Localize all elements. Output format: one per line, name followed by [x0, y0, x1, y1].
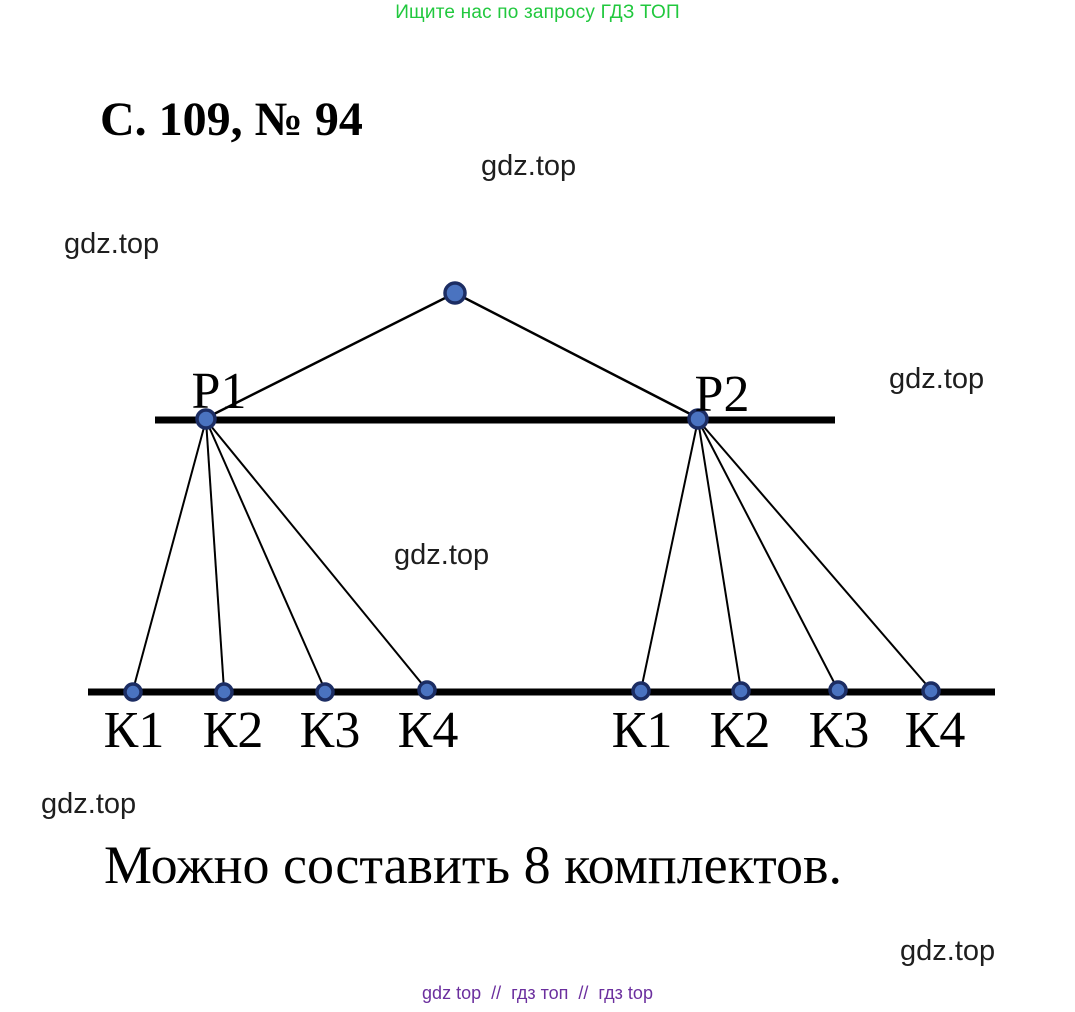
label-k1-left: К1: [103, 702, 165, 759]
answer-text: Можно составить 8 комплектов.: [104, 835, 843, 895]
label-k1-right: К1: [611, 702, 673, 759]
watermark: gdz.top: [481, 150, 577, 182]
node-k2-right: [733, 683, 749, 699]
node-k3-right: [830, 682, 846, 698]
promo-header: Ищите нас по запросу ГДЗ ТОП: [395, 2, 680, 23]
node-root: [445, 283, 465, 303]
node-k3-left: [317, 684, 333, 700]
label-p2: Р2: [694, 366, 750, 423]
node-k4-left: [419, 682, 435, 698]
edge-p2-k4: [698, 420, 931, 690]
label-k4-right: К4: [904, 702, 966, 759]
node-k1-left: [125, 684, 141, 700]
edge-p1-k3: [206, 420, 325, 690]
label-k2-left: К2: [202, 702, 264, 759]
label-k4-left: К4: [397, 702, 459, 759]
page-title: С. 109, № 94: [100, 93, 363, 146]
footer-tags: gdz top // гдз топ // гдз top: [422, 983, 653, 1003]
edge-root-p2: [455, 293, 698, 418]
label-k2-right: К2: [709, 702, 771, 759]
edge-p2-k1: [641, 420, 698, 690]
label-k3-right: К3: [808, 702, 870, 759]
watermark: gdz.top: [394, 539, 490, 571]
node-k2-left: [216, 684, 232, 700]
watermark: gdz.top: [889, 363, 985, 395]
label-k3-left: К3: [299, 702, 361, 759]
watermark: gdz.top: [64, 228, 160, 260]
watermark: gdz.top: [900, 935, 996, 967]
edge-p1-k4: [206, 420, 427, 690]
node-k1-right: [633, 683, 649, 699]
watermark: gdz.top: [41, 788, 137, 820]
edge-p1-k2: [206, 420, 224, 690]
node-k4-right: [923, 683, 939, 699]
label-p1: Р1: [191, 363, 247, 420]
edge-p1-k1: [133, 420, 206, 690]
